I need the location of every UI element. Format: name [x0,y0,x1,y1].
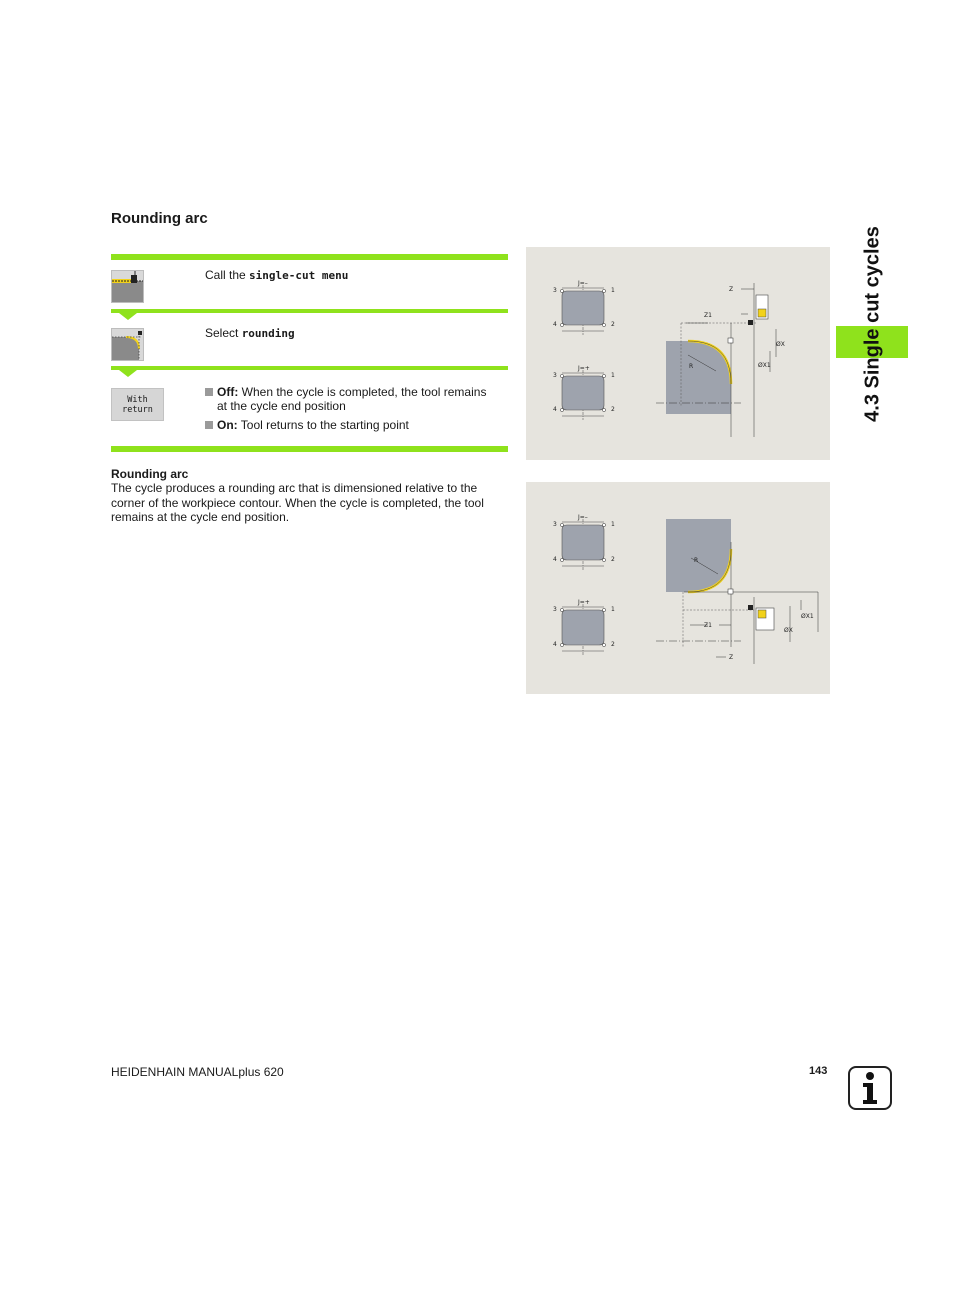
step-1-text [205,268,348,283]
table-bottom-rule [111,446,508,452]
z1-label: Z1 [704,622,712,629]
label-2: 2 [611,556,615,563]
label-2: 2 [611,641,615,648]
label-2: 2 [611,321,615,328]
mini-diagram-j-minus [553,514,615,570]
step-2-text [205,326,295,341]
option-on-text: Tool returns to the starting point [237,418,409,432]
x1-label: ØX1 [801,613,814,620]
mini-diagram-j-plus [553,599,615,655]
x1-label: ØX1 [758,362,771,369]
info-icon [848,1066,892,1110]
subsection-title: Rounding arc [111,467,189,481]
label-3: 3 [553,287,557,294]
z-label: Z [729,654,734,661]
chapter-tab-label [853,214,893,434]
tool-holder-icon [748,295,768,325]
x-label: ØX [776,341,785,348]
j-minus-label: J=– [578,514,588,521]
j-plus-label: J=+ [578,599,590,606]
section-title: Rounding arc [111,210,208,227]
bullet-square-icon [205,388,213,396]
table-rule-2 [111,366,508,370]
label-2: 2 [611,406,615,413]
label-4: 4 [553,556,557,563]
label-4: 4 [553,321,557,328]
softkey-line-2: return [122,405,153,415]
x-label: ØX [784,627,793,634]
radius-label: R [689,363,694,370]
step-2-code: rounding [241,327,295,340]
softkey-line-1: With [127,395,148,405]
step-1-code: single-cut menu [249,269,349,282]
step-arrow-2 [119,370,137,377]
bullet-square-icon [205,421,213,429]
option-on-term: On: [217,418,238,432]
single-cut-menu-icon[interactable] [111,270,144,303]
label-1: 1 [611,372,615,379]
radius-label: R [694,557,699,564]
label-3: 3 [553,372,557,379]
table-rule-1 [111,309,508,313]
j-minus-label: J=– [578,280,588,287]
step-2-prefix: Select [205,326,242,340]
tool-holder-icon [748,605,774,630]
figure-outside-rounding [526,247,830,460]
step-1-prefix: Call the [205,268,250,282]
option-off-text: When the cycle is completed, the tool remains [238,385,487,399]
main-diagram [656,519,818,664]
footer-manual-name: HEIDENHAIN MANUALplus 620 [111,1065,284,1079]
chapter-tab-text: 4.3 Single cut cycles [861,226,884,422]
option-off-term: Off: [217,385,239,399]
table-top-rule [111,254,508,260]
with-return-softkey[interactable] [111,388,164,421]
z-label: Z [729,286,734,293]
step-arrow-1 [119,313,137,320]
z1-label: Z1 [704,312,712,319]
mini-diagram-j-plus [553,365,615,420]
page-number: 143 [809,1065,828,1077]
rounding-icon[interactable] [111,328,144,361]
main-diagram [656,283,785,437]
subsection-body: The cycle produces a rounding arc that is dimensioned relative to the corner of the workpiece contour. When the cycle is completed, the tool remains at the cycle end position. [111,481,484,524]
label-1: 1 [611,521,615,528]
option-off-text-2: at the cycle end position [217,399,346,413]
label-4: 4 [553,641,557,648]
label-1: 1 [611,606,615,613]
j-plus-label: J=+ [578,365,590,372]
mini-diagram-j-minus [553,280,615,335]
option-off [205,385,510,413]
label-3: 3 [553,521,557,528]
label-1: 1 [611,287,615,294]
label-3: 3 [553,606,557,613]
label-4: 4 [553,406,557,413]
option-on [205,418,510,432]
figure-inside-rounding [526,482,830,694]
